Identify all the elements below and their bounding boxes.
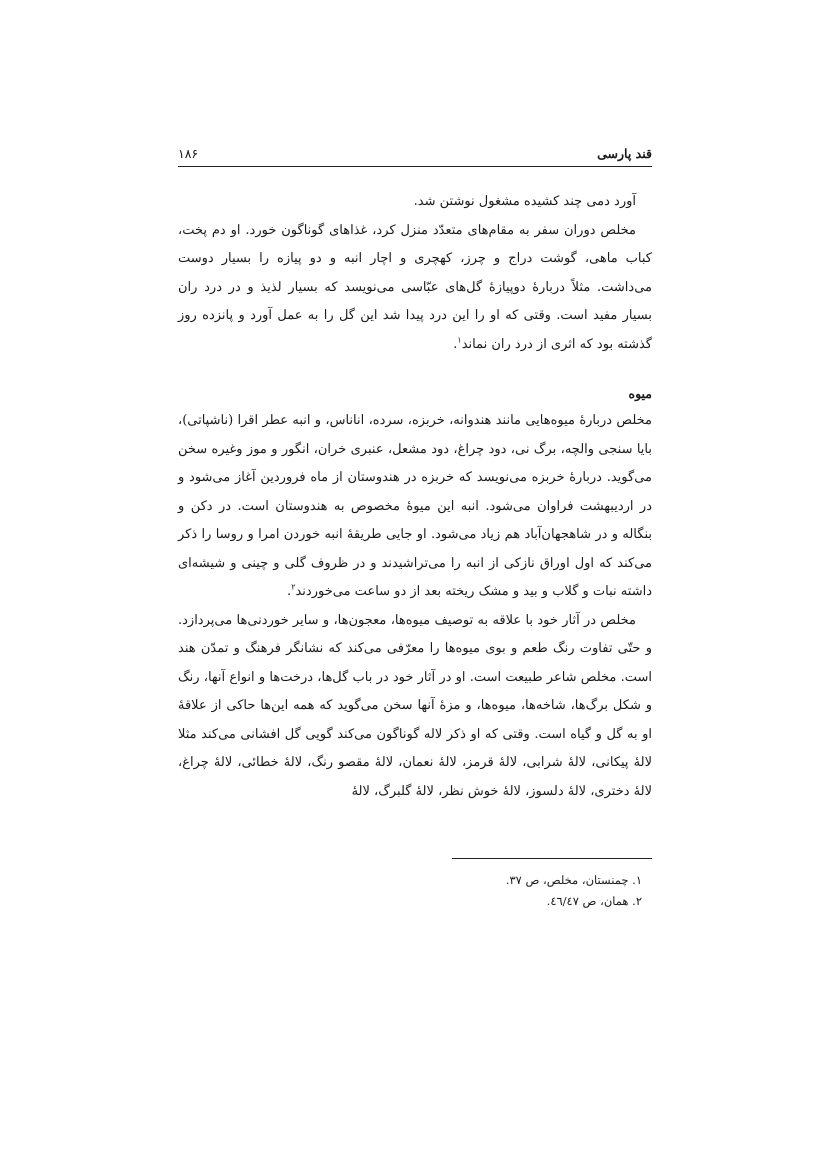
footnote-ref-2[interactable]: ۲ [291,582,296,592]
footnotes [178,870,652,912]
footnote-ref-1[interactable]: ۱ [457,335,462,345]
section-heading: میوه [628,386,652,401]
paragraph-2-text: مخلص دوران سفر به مقام‌های متعدّد منزل کرد، غذاهای گوناگون خورد. او دم پخت، کباب ماهی، گوشت دراج و چرز، کهچری و اچار انبه و دو پیازه را بسیار دوست می‌داشت. مثلاً دربارهٔ دوپیازهٔ گل‌های عبّاسی می‌نویسد که بسیار لذیذ و در درد ران بسیار مفید است. وقتی که او را این درد پیدا شد این گل را به عمل آورد و پانزده روز گذشته بود که اثری از درد ران نماند [178,222,652,352]
footnote-1: ۱. چمنستان، مخلص، ص ۳۷. [505,873,642,887]
footnote-2: ۲. همان، ص ٤٦/٤٧. [546,894,642,908]
footnote-rule [452,858,652,859]
book-title: قند پارسی [597,146,652,161]
paragraph-1: آورد دمی چند کشیده مشغول نوشتن شد. [413,194,636,209]
running-header [178,146,652,164]
page-number: ۱۸۶ [178,146,199,161]
page-body [178,188,652,806]
paragraph-3-text: مخلص دربارهٔ میوه‌هایی مانند هندوانه، خربزه، سرده، اناناس، و انبه عطر اقرا (ناشپاتی)، بایا سنجی والچه، برگ نی، دود چراغ، دود مشعل، عنبری خران، انگور و موز وغیره سخن می‌گوید. دربارهٔ خربزه می‌نویسد که خربزه در هندوستان از ماه فروردین آغاز می‌شود و در اردیبهشت فراوان می‌شود. انبه این میوهٔ مخصوص به هندوستان است. در دکن و بنگاله و در شاهجهان‌آباد هم زیاد می‌شود. او جایی طریقهٔ انبه خوردن امرا و روسا را ذکر می‌کند که اول اوراق نازکی از انبه را می‌تراشیدند و در ظروف گلی و چینی و شیشه‌ای داشته نبات و گلاب و بید و مشک ریخته بعد از دو ساعت می‌خوردند [178,413,652,599]
header-rule [178,166,652,167]
paragraph-4: مخلص در آثار خود با علاقه به توصیف میوه‌ها، معجون‌ها، و سایر خوردنی‌ها می‌پردازد. و حتّی تفاوت رنگ طعم و بوی میوه‌ها را معرّفی می‌کند که نشانگر فرهنگ و تمدّن هند است. مخلص شاعر طبیعت است. او در آثار خود در باب گل‌ها، درخت‌ها و انواع آنها، رنگ و شکل برگ‌ها، شاخه‌ها، میوه‌ها، و مزهٔ آنها سخن می‌گوید که همه این‌ها حاکی از علاقهٔ او به گل و گیاه است. وقتی که او ذکر لاله گوناگون می‌کند گویی گل افشانی می‌کند مثلا لالهٔ پیکانی، لالهٔ شرابی، لالهٔ قرمز، لالهٔ نعمان، لالهٔ مقصو رنگ، لالهٔ خطائی، لالهٔ چراغ، لالهٔ دختری، لالهٔ دلسوز، لالهٔ خوش نظر، لالهٔ گلبرگ، لالهٔ [178,612,652,799]
paragraph-3: مخلص دربارهٔ میوه‌هایی مانند هندوانه، خربزه، سرده، اناناس، و انبه عطر اقرا (ناشپاتی)، بایا سنجی والچه، برگ نی، دود چراغ، دود مشعل، عنبری خران، انگور و موز وغیره سخن می‌گوید. دربارهٔ خربزه می‌نویسد که خربزه در هندوستان از ماه فروردین آغاز می‌شود و در اردیبهشت فراوان می‌شود. انبه این میوهٔ مخصوص به هندوستان است. در دکن و بنگاله و در شاهجهان‌آباد هم زیاد می‌شود. او جایی طریقهٔ انبه خوردن امرا و روسا را ذکر می‌کند که اول اوراق نازکی از انبه را می‌تراشیدند و در ظروف گلی و چینی و شیشه‌ای داشته نبات و گلاب و بید و مشک ریخته بعد از دو ساعت می‌خوردند$^۲$. [178,413,652,599]
paragraph-2: مخلص دوران سفر به مقام‌های متعدّد منزل کرد، غذاهای گوناگون خورد. او دم پخت، کباب ماهی، گوشت دراج و چرز، کهچری و اچار انبه و دو پیازه را بسیار دوست می‌داشت. مثلاً دربارهٔ دوپیازهٔ گل‌های عبّاسی می‌نویسد که بسیار لذیذ و در درد ران بسیار مفید است. وقتی که او را این درد پیدا شد این گل را به عمل آورد و پانزده روز گذشته بود که اثری از درد ران نماند$^۱$. [178,222,652,352]
